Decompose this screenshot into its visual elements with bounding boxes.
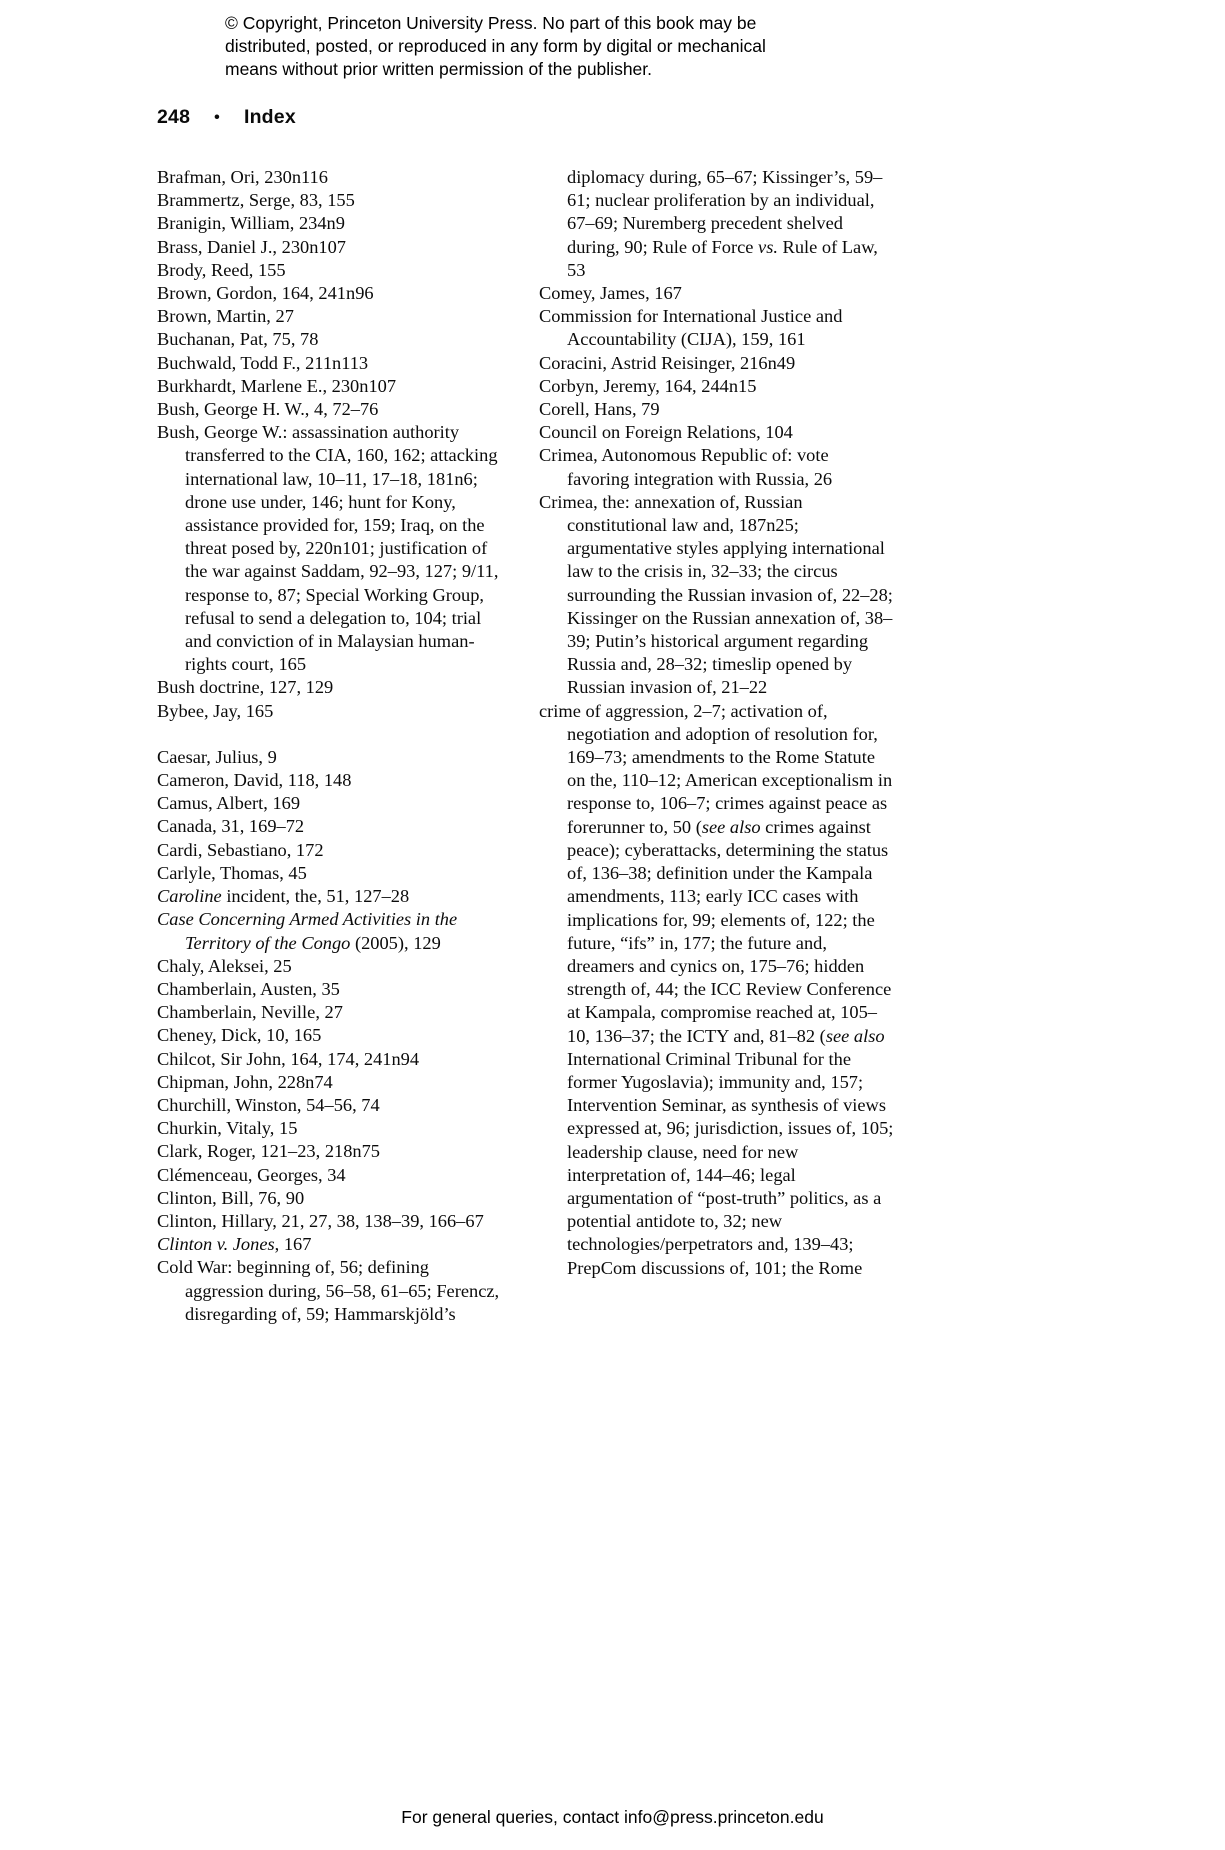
index-entry: Chamberlain, Neville, 27: [157, 1002, 343, 1023]
index-entry: Brody, Reed, 155: [157, 259, 286, 280]
index-entry: Bush, George W.: assassination authority transferred to the CIA, 160, 162; attacking international law, 10–11, 17–18, 181n6; drone use under, 146; hunt for Kony, assistance provided for, 159; Iraq, on the threat posed by, 220n101; justification of the war against Saddam, 92–93, 127; 9/11, response to, 87; Special Working Group, refusal to send a delegation to, 104; trial and conviction of in Malaysian human-rights court, 165: [157, 422, 499, 675]
index-entry: Crimea, the: annexation of, Russian constitutional law and, 187n25; argumentative styles applying international law to the crisis in, 32–33; the circus surrounding the Russian invasion of, 22–28; Kissinger on the Russian annexation of, 38–39; Putin’s historical argument regarding Russia and, 28–32; timeslip opened by Russian invasion of, 21–22: [539, 491, 893, 698]
index-entry: Bush doctrine, 127, 129: [157, 677, 334, 698]
italic-text: vs.: [758, 236, 778, 257]
index-entry: Branigin, William, 234n9: [157, 213, 345, 234]
italic-text: Caroline: [157, 886, 222, 907]
index-entry: Clémenceau, Georges, 34: [157, 1164, 346, 1185]
index-entry: Clinton v. Jones, 167: [157, 1234, 312, 1255]
italic-text: Case Concerning Armed Activities in the Territory of the Congo: [157, 909, 458, 953]
copyright-notice: © Copyright, Princeton University Press. No part of this book may be distributed, posted, or reproduced in any form by digital or mechanical means without prior written permission of the publisher.: [225, 13, 766, 79]
index-entry: Brown, Gordon, 164, 241n96: [157, 283, 374, 304]
footer-query-line: For general queries, contact info@press.princeton.edu: [401, 1807, 824, 1827]
index-entry: Cardi, Sebastiano, 172: [157, 839, 324, 860]
index-entry: Bush, George H. W., 4, 72–76: [157, 399, 379, 420]
index-entry: crime of aggression, 2–7; activation of, negotiation and adoption of resolution for, 169–73; amendments to the Rome Statute on the, 110–12; American exceptionalism in response to, 106–7; crimes against peace as forerunner to, 50 (see also crimes against peace); cyberattacks, determining the status of, 136–38; definition under the Kampala amendments, 113; early ICC cases with implications for, 99; elements of, 122; the future, “ifs” in, 177; the future and, dreamers and cynics on, 175–76; hidden strength of, 44; the ICC Review Conference at Kampala, compromise reached at, 105–10, 136–37; the ICTY and, 81–82 (see also International Criminal Tribunal for the former Yugoslavia); immunity and, 157; Intervention Seminar, as synthesis of views expressed at, 96; jurisdiction, issues of, 105; leadership clause, need for new interpretation of, 144–46; legal argumentation of “post-truth” politics, as a potential antidote to, 32; new technologies/perpetrators and, 139–43; PrepCom discussions of, 101; the Rome: [539, 700, 894, 1278]
index-entry: Chamberlain, Austen, 35: [157, 978, 340, 999]
index-entry: Brammertz, Serge, 83, 155: [157, 190, 355, 211]
index-entry: diplomacy during, 65–67; Kissinger’s, 59–61; nuclear proliferation by an individual, 67–69; Nuremberg precedent shelved during, 90; Rule of Force vs. Rule of Law, 53: [567, 167, 883, 280]
index-entry: Chaly, Aleksei, 25: [157, 955, 292, 976]
index-entry: Camus, Albert, 169: [157, 793, 301, 814]
index-column-right: [539, 166, 894, 1326]
index-entry: Cheney, Dick, 10, 165: [157, 1025, 322, 1046]
index-entry: Brass, Daniel J., 230n107: [157, 236, 346, 257]
index-entry: Brown, Martin, 27: [157, 306, 294, 327]
index-entry: Corell, Hans, 79: [539, 399, 660, 420]
index-entry: Council on Foreign Relations, 104: [539, 422, 793, 443]
section-title: Index: [243, 106, 296, 128]
section-gap: [157, 723, 512, 746]
page-number: 248: [157, 106, 191, 128]
index-entry: Bybee, Jay, 165: [157, 700, 274, 721]
index-entry: Chilcot, Sir John, 164, 174, 241n94: [157, 1048, 420, 1069]
index-entry: Burkhardt, Marlene E., 230n107: [157, 375, 397, 396]
index-entry: Canada, 31, 169–72: [157, 816, 305, 837]
italic-text: see also: [825, 1025, 885, 1046]
index-entry: Crimea, Autonomous Republic of: vote favoring integration with Russia, 26: [539, 445, 833, 489]
index-entry: Case Concerning Armed Activities in the Territory of the Congo (2005), 129: [157, 909, 458, 953]
index-entry: Chipman, John, 228n74: [157, 1071, 333, 1092]
index-entry: Commission for International Justice and Accountability (CIJA), 159, 161: [539, 306, 843, 350]
index-entry: Comey, James, 167: [539, 283, 682, 304]
index-entry: Brafman, Ori, 230n116: [157, 167, 328, 187]
index-entry: Caesar, Julius, 9: [157, 746, 277, 767]
index-entry: Caroline incident, the, 51, 127–28: [157, 886, 410, 907]
index-entry: Coracini, Astrid Reisinger, 216n49: [539, 352, 796, 373]
index-entry: Cold War: beginning of, 56; defining aggression during, 56–58, 61–65; Ferencz, disregarding of, 59; Hammarskjöld’s: [157, 1257, 500, 1324]
index-entry: Buchwald, Todd F., 211n113: [157, 352, 369, 373]
italic-text: Clinton v. Jones: [157, 1234, 275, 1255]
index-column-left: [157, 166, 512, 1326]
italic-text: see also: [701, 816, 761, 837]
index-entry: Buchanan, Pat, 75, 78: [157, 329, 319, 350]
bullet-separator: •: [214, 109, 220, 126]
index-entry: Corbyn, Jeremy, 164, 244n15: [539, 375, 757, 396]
index-entry: Clark, Roger, 121–23, 218n75: [157, 1141, 380, 1162]
index-entry: Churkin, Vitaly, 15: [157, 1118, 298, 1139]
index-columns: [157, 166, 894, 1326]
index-entry: Carlyle, Thomas, 45: [157, 862, 307, 883]
page-header: [157, 106, 296, 129]
index-entry: Clinton, Hillary, 21, 27, 38, 138–39, 166–67: [157, 1210, 484, 1231]
index-entry: Clinton, Bill, 76, 90: [157, 1187, 305, 1208]
index-entry: Churchill, Winston, 54–56, 74: [157, 1094, 380, 1115]
index-entry: Cameron, David, 118, 148: [157, 770, 352, 791]
